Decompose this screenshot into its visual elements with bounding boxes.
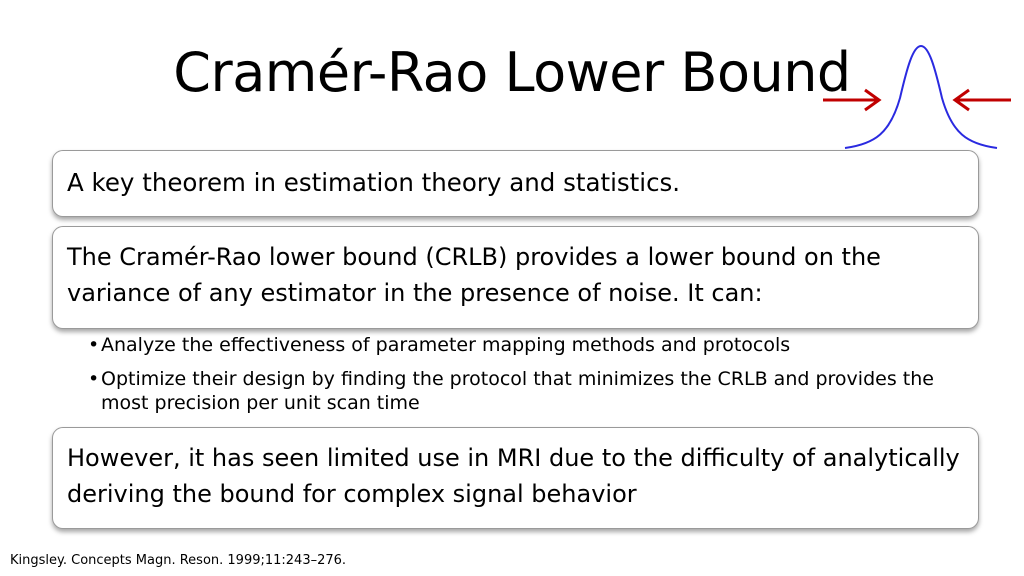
key-theorem-box xyxy=(52,150,979,217)
list-item-text: Optimize their design by finding the protocol that minimizes the CRLB and provides the most precision per unit scan time xyxy=(101,368,934,414)
limitation-box xyxy=(52,427,979,529)
citation-footnote: Kingsley. Concepts Magn. Reson. 1999;11:243–276. xyxy=(10,553,347,568)
capabilities-list xyxy=(88,333,968,415)
gaussian-curve-icon xyxy=(815,38,1015,154)
bullet-icon: • xyxy=(88,334,100,356)
limitation-text: However, it has seen limited use in MRI due to the difficulty of analytically deriving the bound for complex signal behavior xyxy=(67,444,960,508)
crlb-definition-box xyxy=(52,226,979,329)
bullet-icon: • xyxy=(88,368,100,390)
right-arrow-icon xyxy=(955,90,1011,110)
left-arrow-icon xyxy=(823,90,879,110)
crlb-definition-text: The Cramér-Rao lower bound (CRLB) provides a lower bound on the variance of any estimator in the presence of noise. It can: xyxy=(67,243,881,307)
list-item xyxy=(88,367,968,415)
slide-title: Cramér-Rao Lower Bound xyxy=(173,41,851,104)
key-theorem-text: A key theorem in estimation theory and statistics. xyxy=(67,168,681,197)
list-item-text: Analyze the effectiveness of parameter mapping methods and protocols xyxy=(101,334,791,356)
list-item xyxy=(88,333,968,357)
